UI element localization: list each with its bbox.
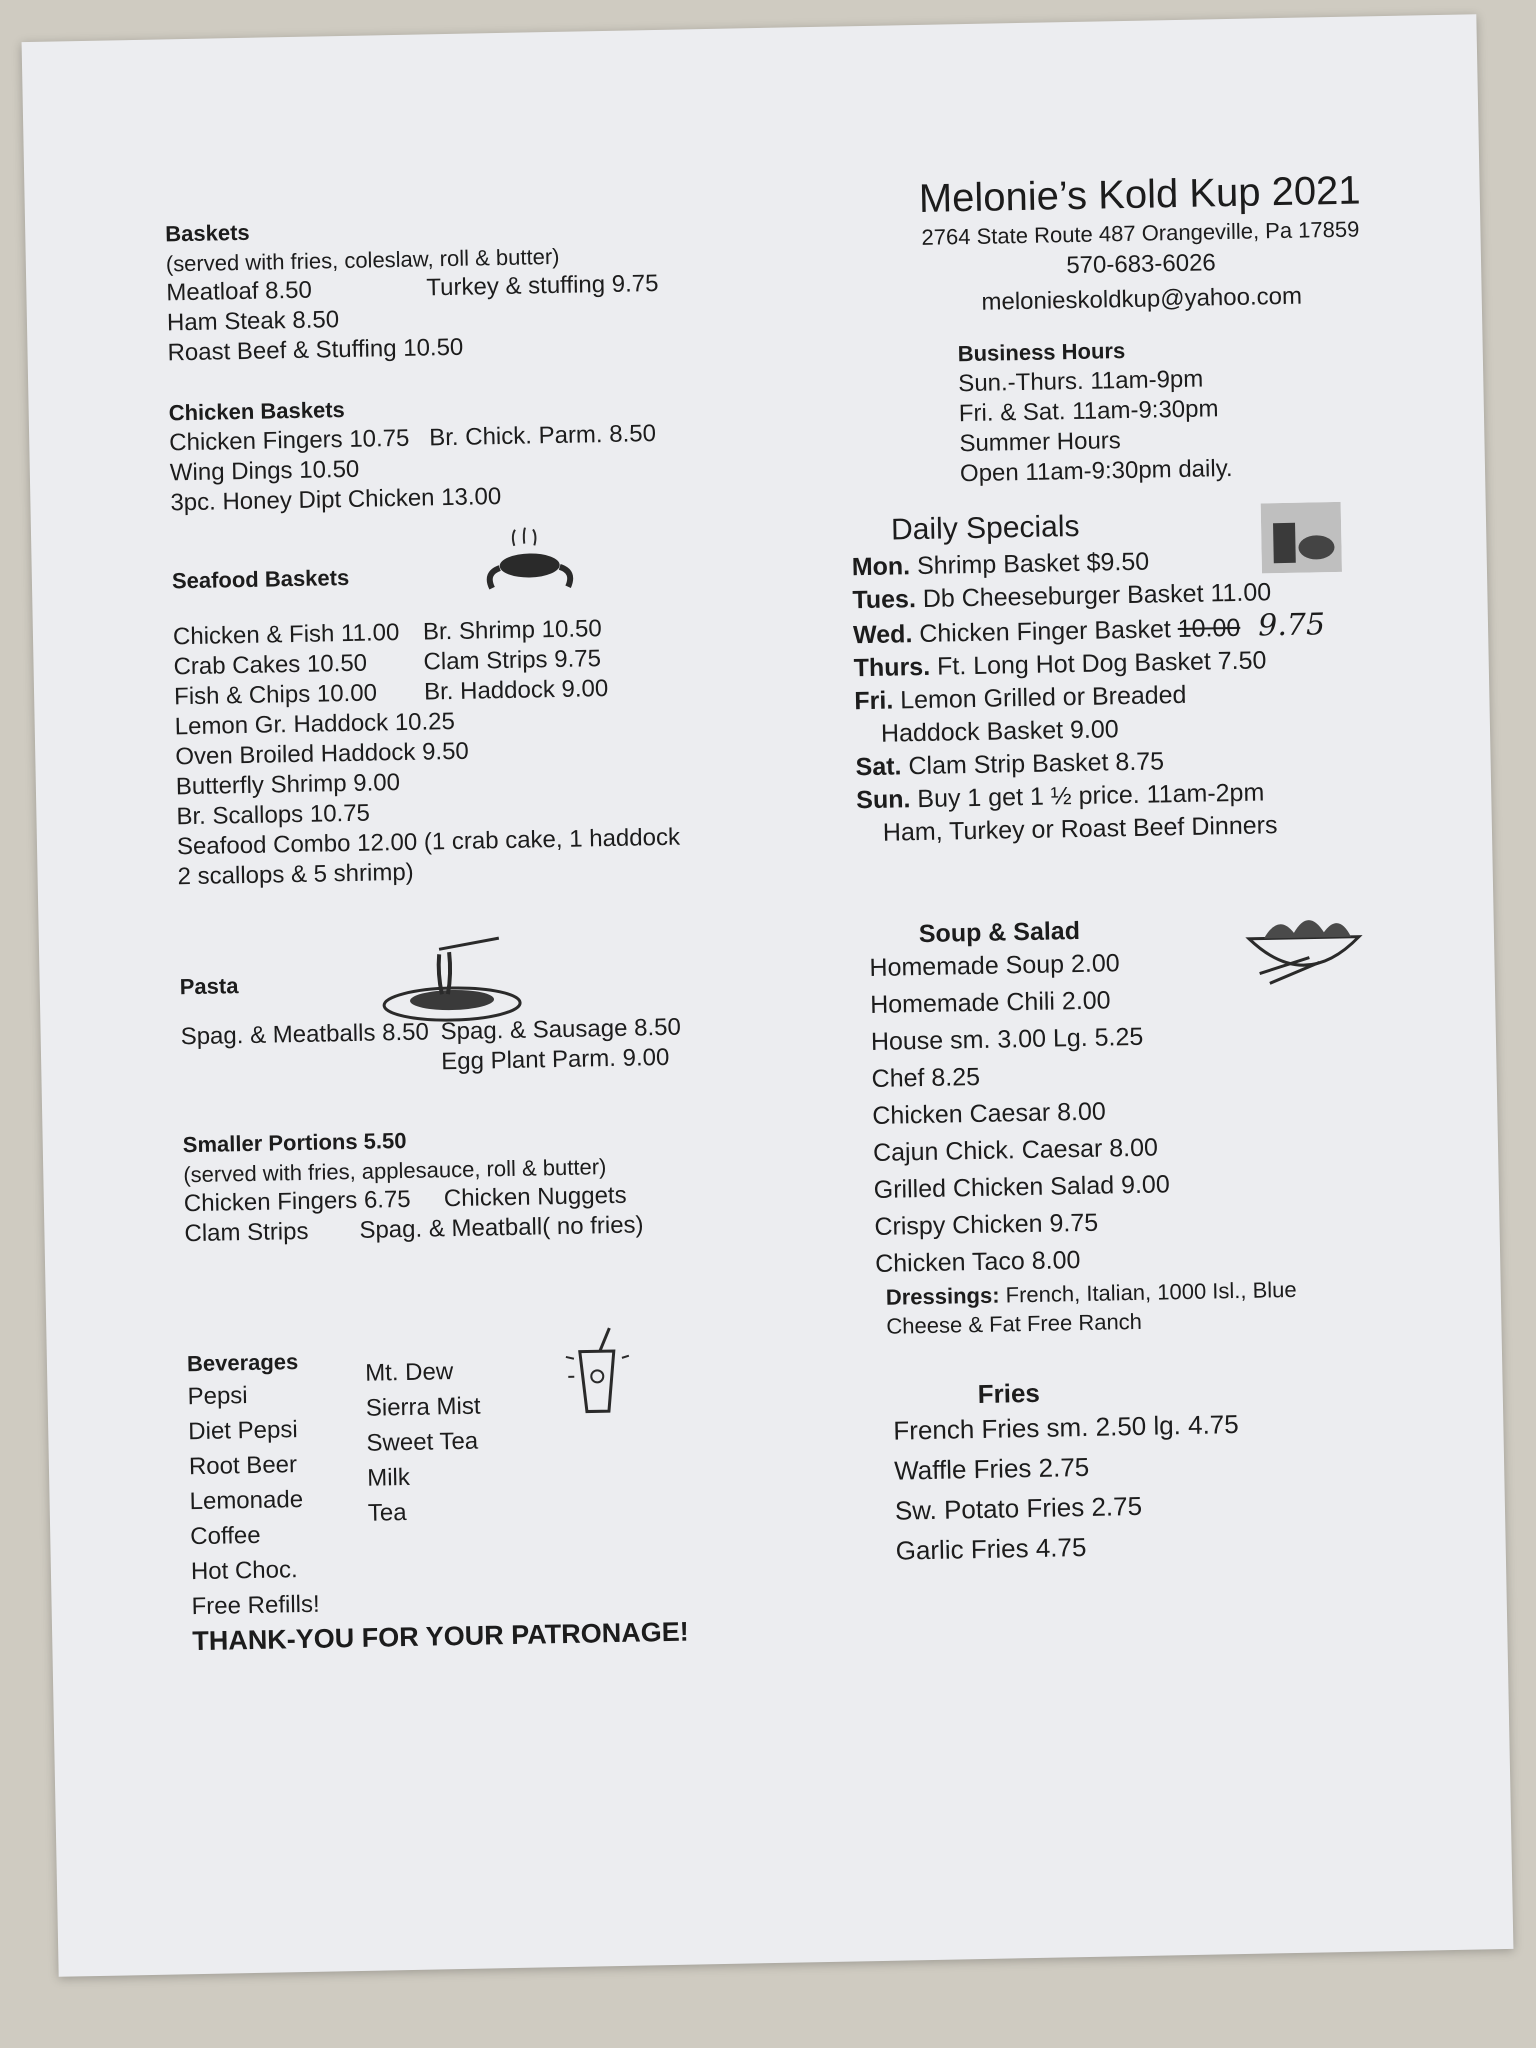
baskets-heading: Baskets (165, 219, 250, 247)
beverage-item: Free Refills! (191, 1590, 320, 1621)
special-thu: Thurs. Ft. Long Hot Dog Basket 7.50 (853, 646, 1267, 683)
special-sun: Sun. Buy 1 get 1 ½ price. 11am-2pm (855, 778, 1265, 815)
salad-icon (1238, 896, 1370, 988)
menu-item: Chicken Fingers 6.75 (183, 1185, 411, 1218)
menu-item: Homemade Soup 2.00 (869, 949, 1120, 983)
handwritten-price: 9.75 (1257, 607, 1326, 644)
special-tue: Tues. Db Cheeseburger Basket 11.00 (852, 578, 1272, 615)
address: 2764 State Route 487 Orangeville, Pa 17859 (921, 216, 1360, 250)
menu-item: Lemon Gr. Haddock 10.25 (174, 707, 456, 741)
pasta-heading: Pasta (179, 973, 239, 1000)
hours-line: Summer Hours (959, 427, 1122, 458)
menu-item: Crispy Chicken 9.75 (874, 1208, 1099, 1241)
baskets-note: (served with fries, coleslaw, roll & butter) (165, 243, 560, 277)
menu-item: Chicken & Fish 11.00 (172, 619, 400, 651)
hours-heading: Business Hours (957, 338, 1126, 367)
beverage-item: Sierra Mist (365, 1392, 481, 1422)
fries-list (893, 1400, 1461, 1571)
menu-item: Butterfly Shrimp 9.00 (175, 769, 401, 801)
menu-item: Crab Cakes 10.50 (173, 649, 368, 681)
beverage-item: Pepsi (187, 1382, 248, 1411)
spaghetti-icon (379, 933, 531, 1036)
menu-item: Chicken Taco 8.00 (874, 1246, 1081, 1278)
menu-item: Br. Chick. Parm. 8.50 (428, 420, 657, 452)
hours-block (957, 330, 1440, 489)
menu-item: Chef 8.25 (871, 1062, 981, 1094)
menu-item: Chicken Caesar 8.00 (872, 1097, 1107, 1131)
old-price: 10.00 (1177, 613, 1241, 644)
menu-item: Spag. & Meatballs 8.50 (180, 1018, 430, 1051)
menu-item: Grilled Chicken Salad 9.00 (873, 1170, 1170, 1204)
menu-item: Egg Plant Parm. 9.00 (440, 1043, 670, 1076)
beverages-col1 (187, 1376, 370, 1624)
menu-item: Oven Broiled Haddock 9.50 (175, 737, 470, 771)
seafood-heading: Seafood Baskets (171, 564, 350, 594)
special-fri: Fri. Lemon Grilled or Breaded (854, 680, 1187, 716)
special-wed: Wed. Chicken Finger Basket 10.00 9.75 (852, 607, 1326, 650)
special-sun-cont: Ham, Turkey or Roast Beef Dinners (882, 811, 1278, 847)
crab-icon (479, 527, 580, 599)
menu-item: Br. Haddock 9.00 (423, 675, 609, 706)
menu-item: Roast Beef & Stuffing 10.50 (167, 333, 464, 367)
menu-item: Garlic Fries 4.75 (895, 1531, 1087, 1566)
menu-item: Wing Dings 10.50 (169, 455, 360, 487)
beverage-item: Coffee (190, 1521, 261, 1551)
special-sat: Sat. Clam Strip Basket 8.75 (855, 747, 1165, 782)
specials-list (851, 540, 1447, 850)
menu-item: 3pc. Honey Dipt Chicken 13.00 (170, 483, 502, 517)
menu-item: Meatloaf 8.50 (166, 276, 313, 307)
hours-lines (958, 360, 1440, 489)
hours-line: Sun.-Thurs. 11am-9pm (958, 365, 1204, 398)
menu-item: Br. Shrimp 10.50 (422, 615, 602, 646)
menu-item: French Fries sm. 2.50 lg. 4.75 (893, 1409, 1239, 1446)
hours-line: Open 11am-9:30pm daily. (959, 454, 1233, 488)
beverage-item: Sweet Tea (366, 1427, 479, 1457)
menu-item: 2 scallops & 5 shrimp) (177, 858, 414, 891)
beverage-item: Hot Choc. (190, 1556, 298, 1586)
chicken-baskets-heading: Chicken Baskets (168, 397, 346, 426)
thank-you-message: THANK-YOU FOR YOUR PATRONAGE! (192, 1616, 689, 1657)
beverages-heading: Beverages (186, 1349, 299, 1377)
menu-item: Br. Scallops 10.75 (176, 799, 371, 831)
seafood-pairs (173, 610, 795, 712)
special-fri-cont: Haddock Basket 9.00 (880, 715, 1119, 748)
smaller-portions-heading: Smaller Portions 5.50 (182, 1127, 407, 1158)
menu-item: Ham Steak 8.50 (166, 306, 340, 337)
menu-item: Clam Strips (184, 1217, 309, 1248)
soup-salad-heading: Soup & Salad (918, 916, 1081, 949)
email: melonieskoldkup@yahoo.com (981, 282, 1303, 316)
menu-item: Clam Strips 9.75 (423, 645, 602, 676)
beverage-item: Tea (367, 1499, 407, 1527)
menu-item: Turkey & stuffing 9.75 (426, 269, 659, 302)
dressings-line-2: Cheese & Fat Free Ranch (886, 1308, 1143, 1339)
restaurant-title: Melonie’s Kold Kup 2021 (918, 168, 1361, 221)
hours-line: Fri. & Sat. 11am-9:30pm (958, 395, 1219, 428)
menu-item: Chicken Nuggets (443, 1181, 627, 1213)
smaller-note: (served with fries, applesauce, roll & butter) (183, 1154, 607, 1188)
fries-heading: Fries (977, 1377, 1041, 1410)
menu-paper (22, 14, 1514, 1977)
menu-item: Seafood Combo 12.00 (1 crab cake, 1 haddock (176, 823, 681, 861)
menu-item: House sm. 3.00 Lg. 5.25 (870, 1022, 1144, 1057)
beverage-item: Milk (366, 1463, 411, 1492)
menu-item: Chicken Fingers 10.75 (169, 424, 410, 457)
menu-item: Homemade Chili 2.00 (869, 986, 1111, 1020)
seafood-singles (174, 700, 797, 892)
right-column (844, 165, 1461, 1571)
beverage-item: Root Beer (188, 1451, 298, 1481)
menu-item: Spag. & Meatball( no fries) (359, 1211, 644, 1244)
menu-item: Cajun Chick. Caesar 8.00 (872, 1133, 1159, 1168)
menu-item: Waffle Fries 2.75 (893, 1451, 1090, 1486)
beverages-col2 (365, 1354, 485, 1621)
beverage-item: Diet Pepsi (188, 1416, 298, 1446)
menu-item: Fish & Chips 10.00 (173, 679, 378, 711)
menu-item: Sw. Potato Fries 2.75 (894, 1490, 1143, 1526)
dressings-line: Dressings: French, Italian, 1000 Isl., Blue (885, 1276, 1297, 1310)
specials-heading: Daily Specials (890, 509, 1080, 547)
phone: 570-683-6026 (1066, 249, 1217, 280)
beverage-item: Mt. Dew (364, 1358, 454, 1387)
beverage-item: Lemonade (189, 1486, 304, 1516)
drink-burger-icon (1261, 502, 1342, 574)
soup-salad-list (869, 939, 1455, 1283)
soda-cup-icon (561, 1326, 633, 1417)
menu-item: Spag. & Sausage 8.50 (440, 1013, 682, 1046)
special-mon: Mon. Shrimp Basket $9.50 (851, 547, 1150, 582)
